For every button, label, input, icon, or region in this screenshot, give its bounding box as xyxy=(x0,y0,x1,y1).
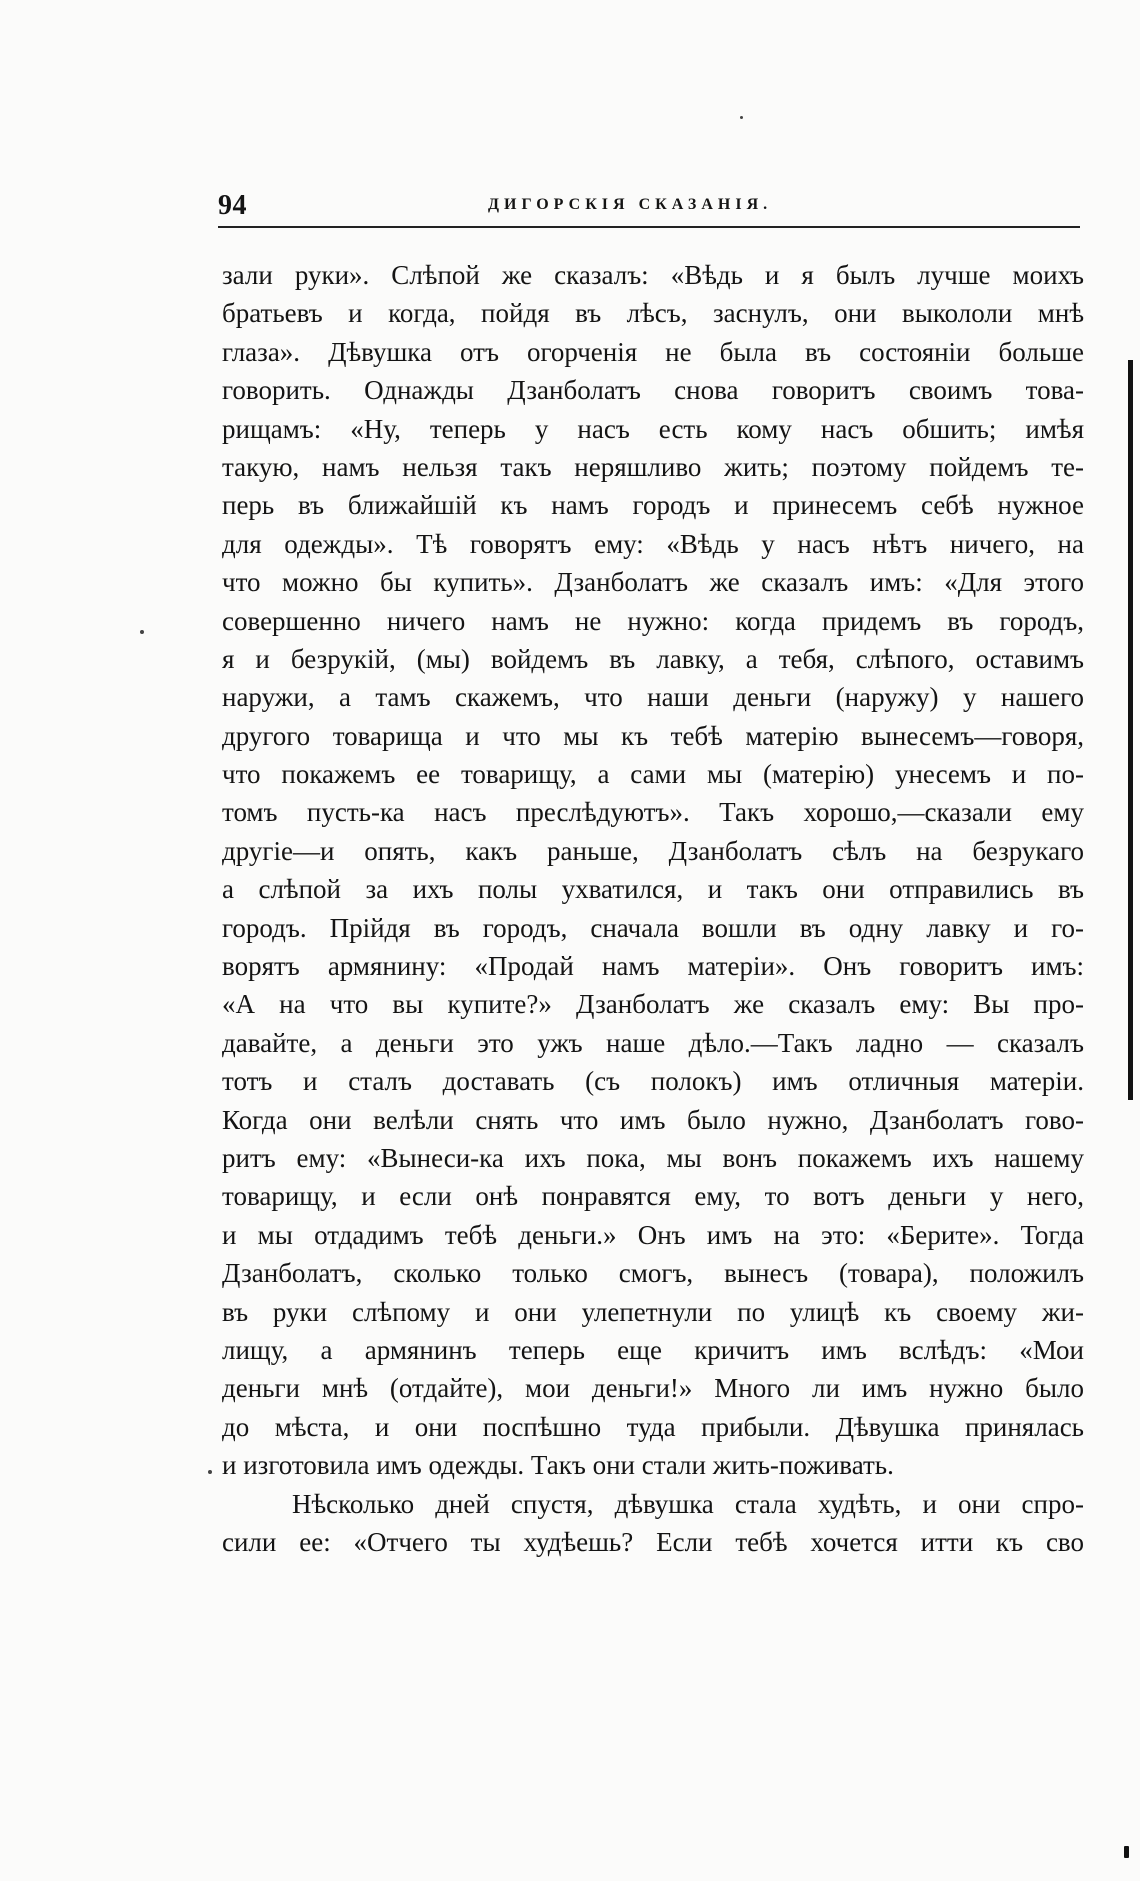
body-text xyxy=(222,256,1084,1561)
text-line: говорить. Однажды Дзанболатъ снова говоритъ своимъ това- xyxy=(222,375,1084,406)
text-line: перь въ ближайшій къ намъ городъ и принесемъ себѣ нужное xyxy=(222,490,1084,521)
text-line: сили ее: «Отчего ты худѣешь? Если тебѣ хочется итти къ сво xyxy=(222,1526,1084,1557)
text-line: Когда они велѣли снять что имъ было нужно, Дзанболатъ гово- xyxy=(222,1104,1084,1135)
paragraph-start-line: Нѣсколько дней спустя, дѣвушка стала худѣть, и они спро- xyxy=(292,1488,1084,1519)
scan-speck xyxy=(140,630,144,634)
text-line: что можно бы купить». Дзанболатъ же сказалъ имъ: «Для этого xyxy=(222,567,1084,598)
scan-speck xyxy=(740,116,743,119)
text-line: другого товарища и что мы къ тебѣ матерію вынесемъ—говоря, xyxy=(222,720,1084,751)
text-line: такую, намъ нельзя такъ неряшливо жить; поэтому пойдемъ те- xyxy=(222,451,1084,482)
scan-edge-shadow xyxy=(1128,360,1133,1100)
text-line: лищу, а армянинъ теперь еще кричитъ имъ вслѣдъ: «Мои xyxy=(222,1334,1084,1365)
text-line: Дзанболатъ, сколько только смогъ, вынесъ (товара), положилъ xyxy=(222,1258,1084,1289)
text-line: тотъ и сталъ доставать (съ полокъ) имъ отличныя матеріи. xyxy=(222,1066,1084,1097)
text-line: для одежды». Тѣ говорятъ ему: «Вѣдь у насъ нѣтъ ничего, на xyxy=(222,528,1084,559)
text-line: братьевъ и когда, пойдя въ лѣсъ, заснулъ, они выкололи мнѣ xyxy=(222,298,1084,329)
text-line: зали руки». Слѣпой же сказалъ: «Вѣдь и я былъ лучше моихъ xyxy=(222,260,1084,290)
text-line: ворятъ армянину: «Продай намъ матеріи». Онъ говоритъ имъ: xyxy=(222,951,1084,982)
text-line: что покажемъ ее товарищу, а сами мы (матерію) унесемъ и по- xyxy=(222,759,1084,790)
scan-speck xyxy=(1124,1846,1129,1858)
text-line: въ руки слѣпому и они улепетнули по улицѣ къ своему жи- xyxy=(222,1296,1084,1327)
text-line: до мѣста, и они поспѣшно туда прибыли. Дѣвушка принялась xyxy=(222,1411,1084,1442)
text-line: и мы отдадимъ тебѣ деньги.» Онъ имъ на это: «Берите». Тогда xyxy=(222,1219,1084,1250)
text-line: а слѣпой за ихъ полы ухватился, и такъ они отправились въ xyxy=(222,874,1084,905)
scan-speck xyxy=(208,1470,212,1474)
page-number: 94 xyxy=(218,190,247,221)
text-line: «А на что вы купите?» Дзанболатъ же сказалъ ему: Вы про- xyxy=(222,989,1084,1020)
text-line: глаза». Дѣвушка отъ огорченія не была въ состояніи больше xyxy=(222,336,1084,367)
text-line: деньги мнѣ (отдайте), мои деньги!» Много ли имъ нужно было xyxy=(222,1373,1084,1404)
text-line: рищамъ: «Ну, теперь у насъ есть кому насъ обшить; имѣя xyxy=(222,413,1084,444)
text-line: я и безрукій, (мы) войдемъ въ лавку, а тебя, слѣпого, оставимъ xyxy=(222,643,1084,674)
text-line: ритъ ему: «Вынеси-ка ихъ пока, мы вонъ покажемъ ихъ нашему xyxy=(222,1142,1084,1173)
paragraph-end-line: и изготовила имъ одежды. Такъ они стали жить-поживать. xyxy=(222,1450,894,1481)
text-line: наружи, а тамъ скажемъ, что наши деньги (наружу) у нашего xyxy=(222,682,1084,713)
text-line: совершенно ничего намъ не нужно: когда придемъ въ городъ, xyxy=(222,605,1084,636)
text-line: давайте, а деньги это ужъ наше дѣло.—Такъ ладно — сказалъ xyxy=(222,1027,1084,1058)
header-rule xyxy=(218,226,1080,228)
running-title: ДИГОРСКІЯ СКАЗАНІЯ. xyxy=(488,196,773,213)
text-line: томъ пусть-ка насъ преслѣдуютъ». Такъ хорошо,—сказали ему xyxy=(222,797,1084,828)
text-line: другіе—и опять, какъ раньше, Дзанболатъ сѣлъ на безрукаго xyxy=(222,835,1084,866)
text-line: городъ. Прійдя въ городъ, сначала вошли въ одну лавку и го- xyxy=(222,912,1084,943)
text-line: товарищу, и если онѣ понравятся ему, то вотъ деньги у него, xyxy=(222,1181,1084,1212)
